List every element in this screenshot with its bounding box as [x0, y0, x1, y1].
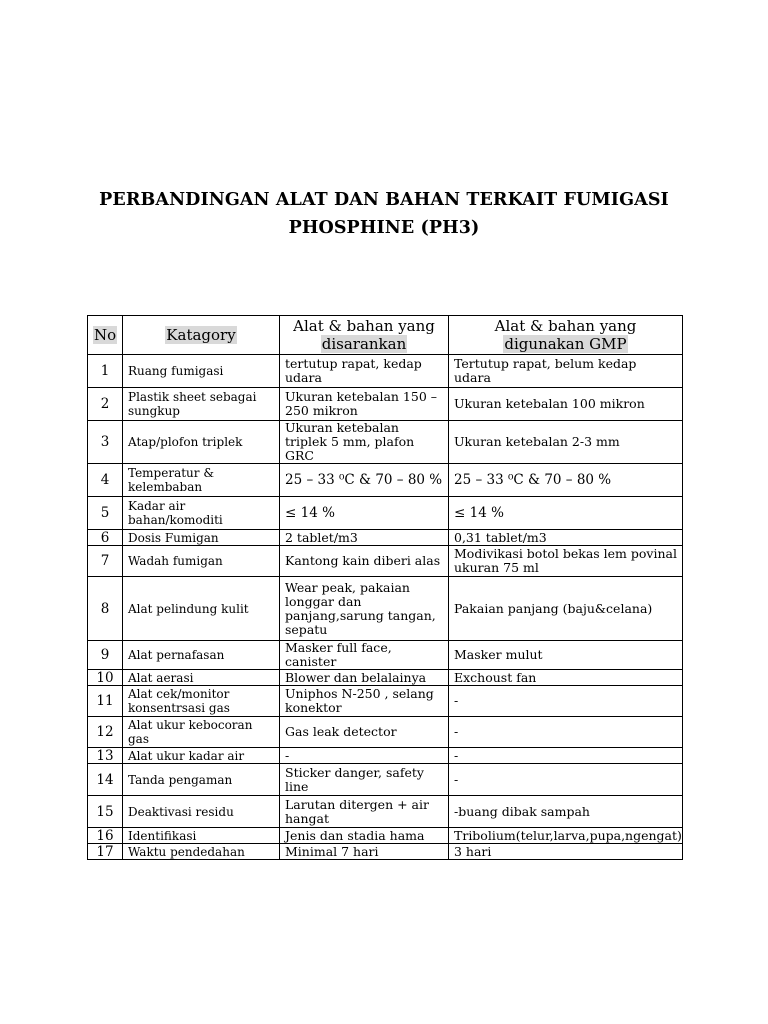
cell-category: Dosis Fumigan — [123, 530, 280, 546]
cell-no: 13 — [88, 748, 123, 764]
cell-used: 3 hari — [449, 844, 683, 860]
cell-used: Tertutup rapat, belum kedap udara — [449, 355, 683, 388]
cell-category: Plastik sheet sebagai sungkup — [123, 388, 280, 421]
cell-no: 3 — [88, 421, 123, 464]
cell-no: 2 — [88, 388, 123, 421]
cell-category: Alat pelindung kulit — [123, 577, 280, 641]
cell-recommended: Sticker danger, safety line — [280, 764, 449, 796]
cell-category: Waktu pendedahan — [123, 844, 280, 860]
table-row — [88, 686, 683, 717]
cell-recommended: 25 – 33 ⁰C & 70 – 80 % — [280, 464, 449, 497]
cell-recommended: Masker full face, canister — [280, 641, 449, 670]
table-row — [88, 764, 683, 796]
cell-recommended: ≤ 14 % — [280, 497, 449, 530]
cell-used: Modivikasi botol bekas lem povinal ukuran 75 ml — [449, 546, 683, 577]
table-row — [88, 844, 683, 860]
cell-category: Alat ukur kebocoran gas — [123, 717, 280, 748]
cell-recommended: Ukuran ketebalan 150 – 250 mikron — [280, 388, 449, 421]
cell-used: Ukuran ketebalan 2-3 mm — [449, 421, 683, 464]
cell-category: Identifikasi — [123, 828, 280, 844]
cell-no: 17 — [88, 844, 123, 860]
table-row — [88, 828, 683, 844]
cell-recommended: Gas leak detector — [280, 717, 449, 748]
table-row — [88, 748, 683, 764]
cell-no: 12 — [88, 717, 123, 748]
table-row — [88, 670, 683, 686]
header-used: Alat & bahan yang digunakan GMP — [449, 316, 683, 355]
cell-used: -buang dibak sampah — [449, 796, 683, 828]
cell-used: Exchoust fan — [449, 670, 683, 686]
cell-recommended: Ukuran ketebalan triplek 5 mm, plafon GRC — [280, 421, 449, 464]
table-row — [88, 717, 683, 748]
table-row — [88, 796, 683, 828]
table-row — [88, 497, 683, 530]
table-row — [88, 464, 683, 497]
cell-used: - — [449, 717, 683, 748]
cell-used: Masker mulut — [449, 641, 683, 670]
cell-category: Wadah fumigan — [123, 546, 280, 577]
cell-no: 16 — [88, 828, 123, 844]
cell-no: 15 — [88, 796, 123, 828]
cell-used: - — [449, 748, 683, 764]
table-row — [88, 388, 683, 421]
table-row — [88, 355, 683, 388]
table-row — [88, 577, 683, 641]
cell-category: Alat ukur kadar air — [123, 748, 280, 764]
cell-no: 8 — [88, 577, 123, 641]
cell-recommended: Jenis dan stadia hama — [280, 828, 449, 844]
cell-recommended: tertutup rapat, kedap udara — [280, 355, 449, 388]
cell-no: 11 — [88, 686, 123, 717]
cell-no: 7 — [88, 546, 123, 577]
cell-recommended: Uniphos N-250 , selang konektor — [280, 686, 449, 717]
cell-category: Alat aerasi — [123, 670, 280, 686]
table-row — [88, 530, 683, 546]
cell-category: Tanda pengaman — [123, 764, 280, 796]
cell-category: Kadar air bahan/komoditi — [123, 497, 280, 530]
table-row — [88, 546, 683, 577]
title-line-2: PHOSPHINE (PH3) — [288, 218, 480, 238]
cell-recommended: - — [280, 748, 449, 764]
cell-used: - — [449, 686, 683, 717]
cell-no: 1 — [88, 355, 123, 388]
cell-no: 5 — [88, 497, 123, 530]
cell-used: ≤ 14 % — [449, 497, 683, 530]
header-category: Katagory — [123, 316, 280, 355]
cell-category: Alat cek/monitor konsentrsasi gas — [123, 686, 280, 717]
cell-category: Temperatur & kelembaban — [123, 464, 280, 497]
cell-used: 0,31 tablet/m3 — [449, 530, 683, 546]
header-recommended: Alat & bahan yang disarankan — [280, 316, 449, 355]
cell-no: 14 — [88, 764, 123, 796]
cell-category: Atap/plofon triplek — [123, 421, 280, 464]
cell-no: 4 — [88, 464, 123, 497]
table-header-row — [88, 316, 683, 355]
cell-used: Ukuran ketebalan 100 mikron — [449, 388, 683, 421]
cell-used: 25 – 33 ⁰C & 70 – 80 % — [449, 464, 683, 497]
cell-no: 10 — [88, 670, 123, 686]
cell-used: Pakaian panjang (baju&celana) — [449, 577, 683, 641]
cell-category: Alat pernafasan — [123, 641, 280, 670]
cell-recommended: Minimal 7 hari — [280, 844, 449, 860]
cell-recommended: Blower dan belalainya — [280, 670, 449, 686]
document-title — [0, 186, 768, 242]
comparison-table — [87, 315, 683, 860]
cell-recommended: 2 tablet/m3 — [280, 530, 449, 546]
cell-no: 6 — [88, 530, 123, 546]
cell-recommended: Wear peak, pakaian longgar dan panjang,sarung tangan, sepatu — [280, 577, 449, 641]
cell-recommended: Kantong kain diberi alas — [280, 546, 449, 577]
cell-no: 9 — [88, 641, 123, 670]
cell-used: - — [449, 764, 683, 796]
cell-category: Ruang fumigasi — [123, 355, 280, 388]
header-no: No — [88, 316, 123, 355]
table-row — [88, 421, 683, 464]
cell-used: Tribolium(telur,larva,pupa,ngengat) — [449, 828, 683, 844]
cell-recommended: Larutan ditergen + air hangat — [280, 796, 449, 828]
cell-category: Deaktivasi residu — [123, 796, 280, 828]
title-line-1: PERBANDINGAN ALAT DAN BAHAN TERKAIT FUMIGASI — [99, 190, 669, 210]
table-row — [88, 641, 683, 670]
